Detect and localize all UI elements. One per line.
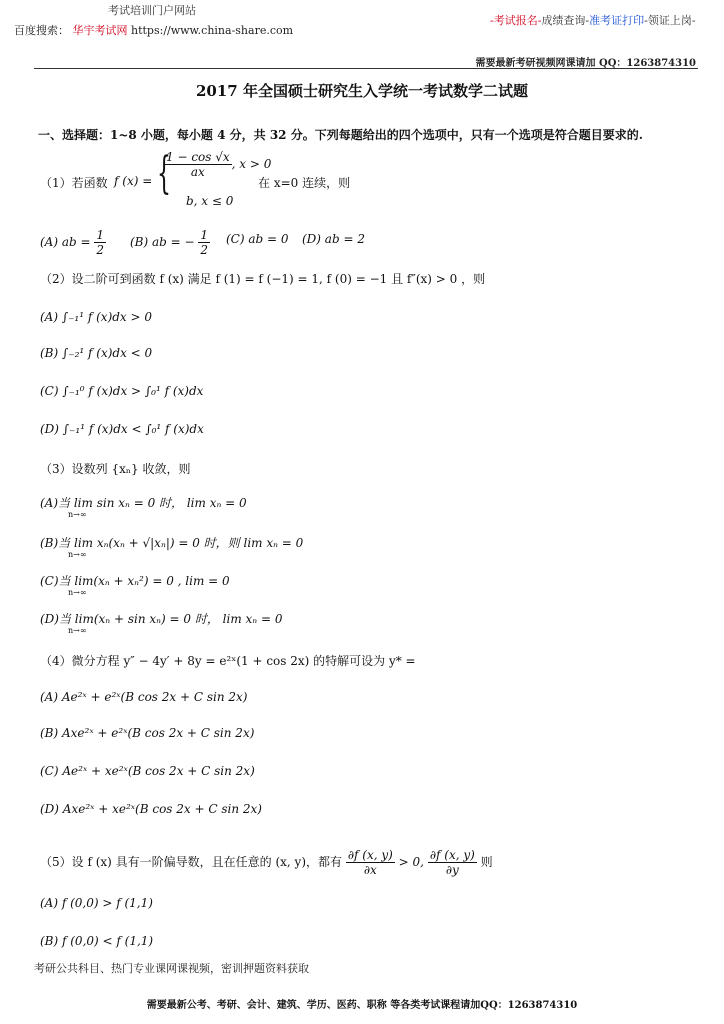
- q1-option-a: (A) ab = $\frac{1}{2}$: [40, 228, 105, 257]
- brand-link[interactable]: 华宇考试网: [72, 24, 128, 37]
- q1-fx: f (x) =: [114, 174, 153, 188]
- q1-option-d: (D) ab = 2: [302, 232, 365, 246]
- q4-option-c: (C) Ae²ˣ + xe²ˣ(B cos 2x + C sin 2x): [40, 764, 255, 778]
- link-score-query[interactable]: 成绩查询-: [541, 14, 590, 27]
- q3-d-sub: n→∞: [68, 626, 87, 635]
- q3-option-a: (A)当 lim sin xₙ = 0 时， lim xₙ = 0: [40, 496, 247, 510]
- q1-case1-den: ax: [190, 165, 205, 179]
- q4-option-b: (B) Axe²ˣ + e²ˣ(B cos 2x + C sin 2x): [40, 726, 255, 740]
- q1-case1-num: 1 − cos √x: [166, 150, 230, 164]
- q3-option-d: (D)当 lim(xₙ + sin xₙ) = 0 时， lim xₙ = 0: [40, 612, 283, 626]
- q2-option-a: (A) ∫₋₁¹ f (x)dx > 0: [40, 310, 153, 324]
- q4-option-d: (D) Axe²ˣ + xe²ˣ(B cos 2x + C sin 2x): [40, 802, 262, 816]
- q2-stem: （2）设二阶可到函数 f (x) 满足 f (1) = f (−1) = 1, f (0) = −1 且 f″(x) > 0 ，则: [40, 272, 486, 286]
- q3-option-b: (B)当 lim xₙ(xₙ + √|xₙ|) = 0 时，则 lim xₙ = 0: [40, 536, 304, 550]
- search-prefix: 百度搜索：: [14, 24, 69, 37]
- q1-option-c: (C) ab = 0: [226, 232, 289, 246]
- q1-case1: [164, 150, 271, 179]
- footer-promo: 考研公共科目、热门专业课网课视频，密训押题资料获取: [34, 962, 309, 975]
- q1-tail: 在 x=0 连续，则: [258, 176, 351, 190]
- q4-stem: （4）微分方程 y″ − 4y′ + 8y = e²ˣ(1 + cos 2x) 的特解可设为 y* =: [40, 654, 416, 668]
- q1-option-b: (B) ab = − $\frac{1}{2}$: [130, 228, 209, 257]
- link-admission-ticket[interactable]: 准考证打印: [589, 14, 645, 27]
- qq-notice: 需要最新考研视频网课请加 QQ：1263874310: [475, 58, 696, 69]
- header-links: [490, 12, 696, 28]
- q5-option-a: (A) f (0,0) > f (1,1): [40, 896, 153, 910]
- header-divider: [34, 68, 698, 69]
- q3-stem: （3）设数列 {xₙ} 收敛，则: [40, 462, 191, 476]
- section-heading: 一、选择题：1~8 小题，每小题 4 分，共 32 分。下列每题给出的四个选项中，只有一个选项是符合题目要求的.: [38, 128, 643, 142]
- q5-option-b: (B) f (0,0) < f (1,1): [40, 934, 154, 948]
- site-name: 考试培训门户网站: [108, 4, 196, 17]
- q1-lead: （1）若函数: [40, 176, 108, 190]
- q3-c-sub: n→∞: [68, 588, 87, 597]
- q3-a-sub: n→∞: [68, 510, 87, 519]
- q1-brace: {: [157, 148, 171, 199]
- site-url[interactable]: https://www.china-share.com: [131, 24, 294, 37]
- q1-case2: b, x ≤ 0: [186, 194, 234, 208]
- q3-option-c: (C)当 lim(xₙ + xₙ²) = 0 , lim = 0: [40, 574, 230, 588]
- page-title: 2017 年全国硕士研究生入学统一考试数学二试题: [196, 82, 528, 100]
- search-hint: [14, 22, 293, 38]
- q3-b-sub: n→∞: [68, 550, 87, 559]
- q2-option-c: (C) ∫₋₁⁰ f (x)dx > ∫₀¹ f (x)dx: [40, 384, 204, 398]
- link-exam-registration[interactable]: -考试报名-: [490, 14, 542, 27]
- q1-case1-cond: , x > 0: [231, 157, 272, 171]
- q4-option-a: (A) Ae²ˣ + e²ˣ(B cos 2x + C sin 2x): [40, 690, 248, 704]
- q2-option-b: (B) ∫₋₂¹ f (x)dx < 0: [40, 346, 153, 360]
- q2-option-d: (D) ∫₋₁¹ f (x)dx < ∫₀¹ f (x)dx: [40, 422, 204, 436]
- q5-stem: （5）设 f (x) 具有一阶偏导数，且在任意的 (x, y)，都有 $\frac{\partial f (x, y)}{\partial x}$ > 0, $\frac{\partial f (x, y)}{\partial y}$ 则: [40, 848, 493, 877]
- footer-qq: 需要最新公考、考研、会计、建筑、学历、医药、职称 等各类考试课程请加QQ：1263874310: [146, 1000, 578, 1011]
- link-certificate[interactable]: -领证上岗-: [644, 14, 696, 27]
